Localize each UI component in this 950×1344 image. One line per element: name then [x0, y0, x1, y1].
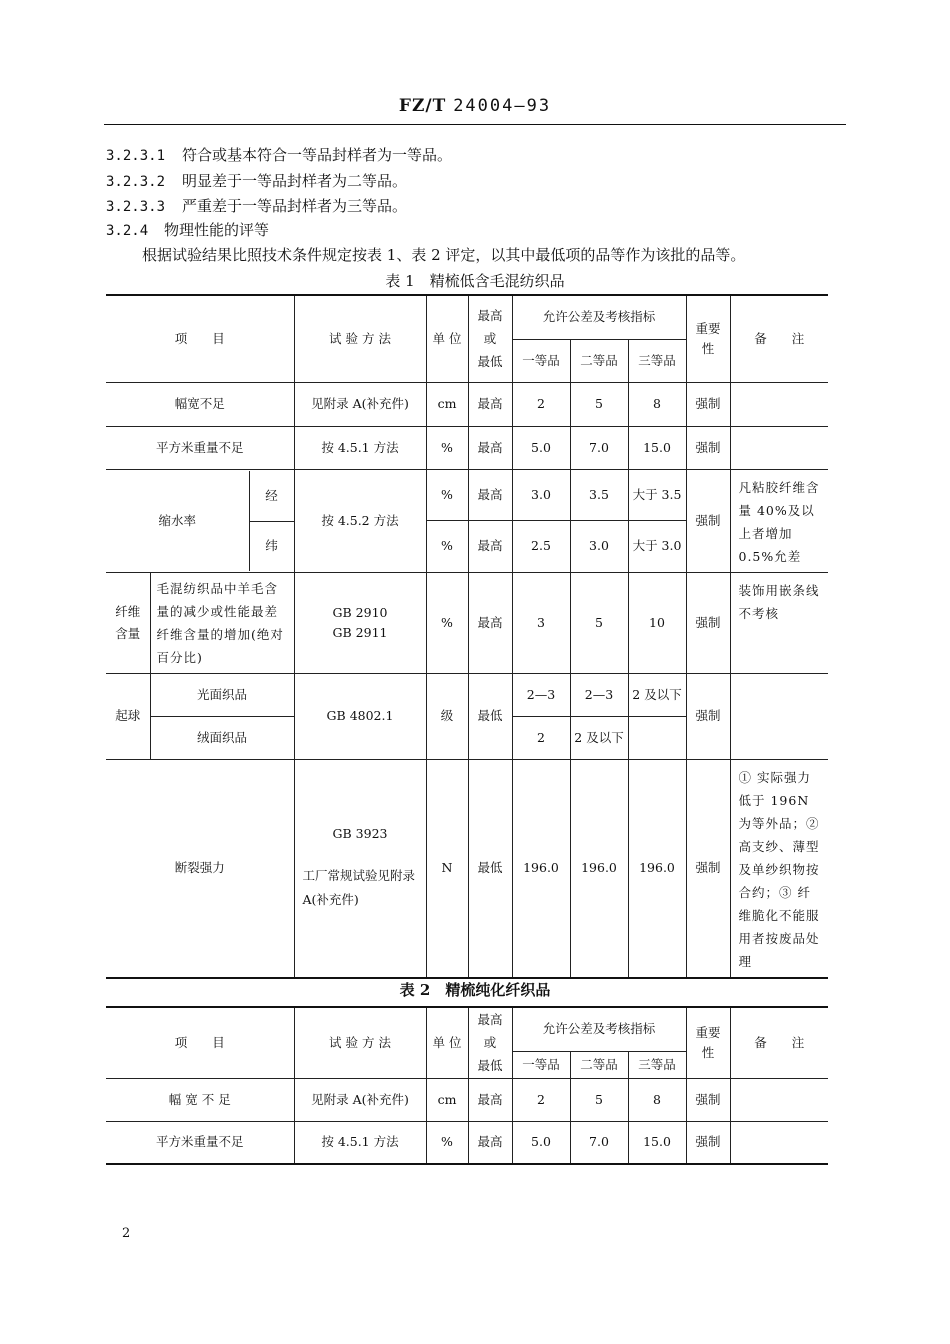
- row-grade2: 196.0: [570, 759, 628, 978]
- row-grade2: 5: [570, 1078, 628, 1121]
- row-unit: %: [426, 572, 468, 673]
- row-method: 按 4.5.2 方法: [294, 469, 426, 572]
- table2-head-grade3: 三等品: [628, 1051, 686, 1078]
- table1-head-unit: 单 位: [426, 295, 468, 382]
- row-remark: 凡粘胶纤维含量 40%及以上者增加 0.5%允差: [730, 469, 828, 572]
- row-importance: 强制: [686, 382, 730, 426]
- row-importance: 强制: [686, 1078, 730, 1121]
- row-grade3: 8: [628, 382, 686, 426]
- row-remark: ① 实际强力低于 196N 为等外品；② 高支纱、薄型及单纱织物按合约；③ 纤维脆化不能服用者按废品处理: [730, 759, 828, 978]
- row-remark: [730, 1078, 828, 1121]
- row-unit: N: [426, 759, 468, 978]
- row-grade1: 2: [512, 382, 570, 426]
- row-method: GB 4802.1: [294, 673, 426, 759]
- row-grade3: 196.0: [628, 759, 686, 978]
- table1-head-importance: 重要性: [686, 295, 730, 382]
- row-subitem: 光面织品: [150, 673, 294, 716]
- standard-number: 24004—93: [453, 96, 552, 116]
- shrink-weft-label: 纬: [265, 538, 278, 553]
- row-grade2: 2—3: [570, 673, 628, 716]
- shrink-warp-label: 经: [250, 471, 294, 522]
- row-item: 平方米重量不足: [106, 426, 294, 469]
- row-item: 平方米重量不足: [106, 1121, 294, 1164]
- row-grade3: 2 及以下: [628, 673, 686, 716]
- evaluation-paragraph: 根据试验结果比照技术条件规定按表 1、表 2 评定，以其中最低项的品等作为该批的品等。: [142, 246, 746, 264]
- row-item-blank: [106, 469, 150, 572]
- row-limit: 最高: [468, 382, 512, 426]
- row-grade1: 2: [512, 1078, 570, 1121]
- row-grade2: 5: [570, 382, 628, 426]
- row-grade3: 大于 3.5: [628, 469, 686, 521]
- row-grade2: 3.0: [570, 521, 628, 573]
- table-row: [106, 759, 828, 978]
- row-unit: %: [426, 426, 468, 469]
- row-remark: [730, 382, 828, 426]
- header-rule: [104, 124, 846, 125]
- clause-text: 符合或基本符合一等品封样者为一等品。: [182, 146, 453, 164]
- table1-head-grade1: 一等品: [512, 339, 570, 382]
- table2: [106, 1006, 828, 1165]
- row-importance: 强制: [686, 572, 730, 673]
- clause-number: 3.2.3.1: [106, 148, 166, 164]
- row-item-shrink: [150, 469, 294, 572]
- row-method: 按 4.5.1 方法: [294, 426, 426, 469]
- page-number: 2: [122, 1226, 131, 1241]
- clause-3-2-3-1: [106, 144, 452, 165]
- limit-line: 最低: [477, 354, 503, 370]
- clause-number: 3.2.3.2: [106, 174, 166, 190]
- table2-head-item: 项 目: [106, 1007, 294, 1078]
- method-line: GB 3923: [332, 826, 388, 841]
- row-limit: 最高: [468, 1121, 512, 1164]
- method-line: 工厂常规试验见附录 A(补充件): [302, 868, 416, 907]
- row-importance: 强制: [686, 759, 730, 978]
- row-method: 见附录 A(补充件): [294, 1078, 426, 1121]
- table1-head-grade3: 三等品: [628, 339, 686, 382]
- table1-caption: 表 1 精梳低含毛混纺织品: [385, 272, 565, 290]
- clause-text: 物理性能的评等: [164, 221, 270, 239]
- clause-3-2-3-3: [106, 195, 407, 216]
- row-limit: 最低: [468, 673, 512, 759]
- row-method: 按 4.5.1 方法: [294, 1121, 426, 1164]
- row-item: 断裂强力: [106, 759, 294, 978]
- table2-head-grade1: 一等品: [512, 1051, 570, 1078]
- row-unit: cm: [426, 1078, 468, 1121]
- table1-head-remark: 备 注: [730, 295, 828, 382]
- table1-head-method: 试 验 方 法: [294, 295, 426, 382]
- table2-head-remark: 备 注: [730, 1007, 828, 1078]
- row-item: 纤维含量: [106, 572, 150, 673]
- row-grade1: 5.0: [512, 426, 570, 469]
- row-grade3: 15.0: [628, 1121, 686, 1164]
- table1-head-tolerance: 允许公差及考核指标: [512, 295, 686, 339]
- row-unit: %: [426, 469, 468, 521]
- clause-number: 3.2.3.3: [106, 199, 166, 215]
- row-limit: 最高: [468, 572, 512, 673]
- row-importance: 强制: [686, 426, 730, 469]
- row-grade1: 2—3: [512, 673, 570, 716]
- row-grade2: 2 及以下: [570, 716, 628, 759]
- table2-caption: 表 2 精梳纯化纤织品: [399, 981, 551, 999]
- row-grade2: 7.0: [570, 426, 628, 469]
- shrink-sub-cells: [249, 471, 294, 571]
- row-grade1: 5.0: [512, 1121, 570, 1164]
- table1-head-grade2: 二等品: [570, 339, 628, 382]
- row-method: [294, 572, 426, 673]
- row-grade2: 3.5: [570, 469, 628, 521]
- row-method: [294, 759, 426, 978]
- table-row: [106, 469, 828, 521]
- standard-header: [0, 96, 950, 116]
- table-row: [106, 673, 828, 716]
- row-item: 幅宽不足: [106, 382, 294, 426]
- table1: [106, 294, 828, 979]
- table1-head-limit: [468, 295, 512, 382]
- row-grade1: 196.0: [512, 759, 570, 978]
- table-row: [106, 382, 828, 426]
- row-grade3: 15.0: [628, 426, 686, 469]
- row-grade1: 2: [512, 716, 570, 759]
- row-grade3: [628, 716, 686, 759]
- row-subitem: 绒面织品: [150, 716, 294, 759]
- row-unit: %: [426, 1121, 468, 1164]
- table2-head-grade2: 二等品: [570, 1051, 628, 1078]
- table2-head-tolerance: 允许公差及考核指标: [512, 1007, 686, 1051]
- row-grade1: 2.5: [512, 521, 570, 573]
- clause-number: 3.2.4: [106, 223, 149, 239]
- clause-3-2-3-2: [106, 170, 407, 191]
- row-remark: 装饰用嵌条线不考核: [730, 572, 828, 673]
- table-row: [106, 572, 828, 673]
- limit-line: 或: [483, 331, 497, 347]
- table-row: [106, 426, 828, 469]
- table2-head-importance: 重要性: [686, 1007, 730, 1078]
- table2-head-unit: 单 位: [426, 1007, 468, 1078]
- row-grade1: 3: [512, 572, 570, 673]
- clause-text: 严重差于一等品封样者为三等品。: [182, 197, 408, 215]
- row-importance: 强制: [686, 673, 730, 759]
- clause-3-2-4: [106, 219, 269, 240]
- row-limit: 最高: [468, 469, 512, 521]
- limit-line: 最低: [477, 1058, 503, 1074]
- standard-code: FZ/T: [398, 96, 447, 116]
- method-line: GB 2911: [332, 624, 388, 640]
- clause-text: 明显差于一等品封样者为二等品。: [182, 172, 408, 190]
- limit-line: 最高: [477, 308, 503, 324]
- shrink-label: 缩水率: [158, 512, 196, 528]
- row-unit: 级: [426, 673, 468, 759]
- row-grade3: 10: [628, 572, 686, 673]
- limit-line: 最高: [477, 1012, 503, 1028]
- method-line: GB 2910: [332, 604, 388, 620]
- row-importance: 强制: [686, 469, 730, 572]
- row-limit: 最低: [468, 759, 512, 978]
- row-item: 起球: [106, 673, 150, 759]
- table1-head-item: 项 目: [106, 295, 294, 382]
- table2-head-method: 试 验 方 法: [294, 1007, 426, 1078]
- row-remark: [730, 673, 828, 759]
- row-limit: 最高: [468, 1078, 512, 1121]
- row-unit: cm: [426, 382, 468, 426]
- table-row: [106, 1121, 828, 1164]
- row-grade3: 8: [628, 1078, 686, 1121]
- row-item: 幅 宽 不 足: [106, 1078, 294, 1121]
- row-grade3: 大于 3.0: [628, 521, 686, 573]
- row-remark: [730, 426, 828, 469]
- limit-line: 或: [483, 1035, 497, 1051]
- row-grade2: 7.0: [570, 1121, 628, 1164]
- row-grade1: 3.0: [512, 469, 570, 521]
- table2-head-limit: [468, 1007, 512, 1078]
- table-row: [106, 1078, 828, 1121]
- row-unit: %: [426, 521, 468, 573]
- row-remark: [730, 1121, 828, 1164]
- row-subitem: 毛混纺织品中羊毛含量的减少或性能最差纤维含量的增加(绝对百分比): [150, 572, 294, 673]
- row-method: 见附录 A(补充件): [294, 382, 426, 426]
- row-importance: 强制: [686, 1121, 730, 1164]
- row-grade2: 5: [570, 572, 628, 673]
- row-limit: 最高: [468, 521, 512, 573]
- row-limit: 最高: [468, 426, 512, 469]
